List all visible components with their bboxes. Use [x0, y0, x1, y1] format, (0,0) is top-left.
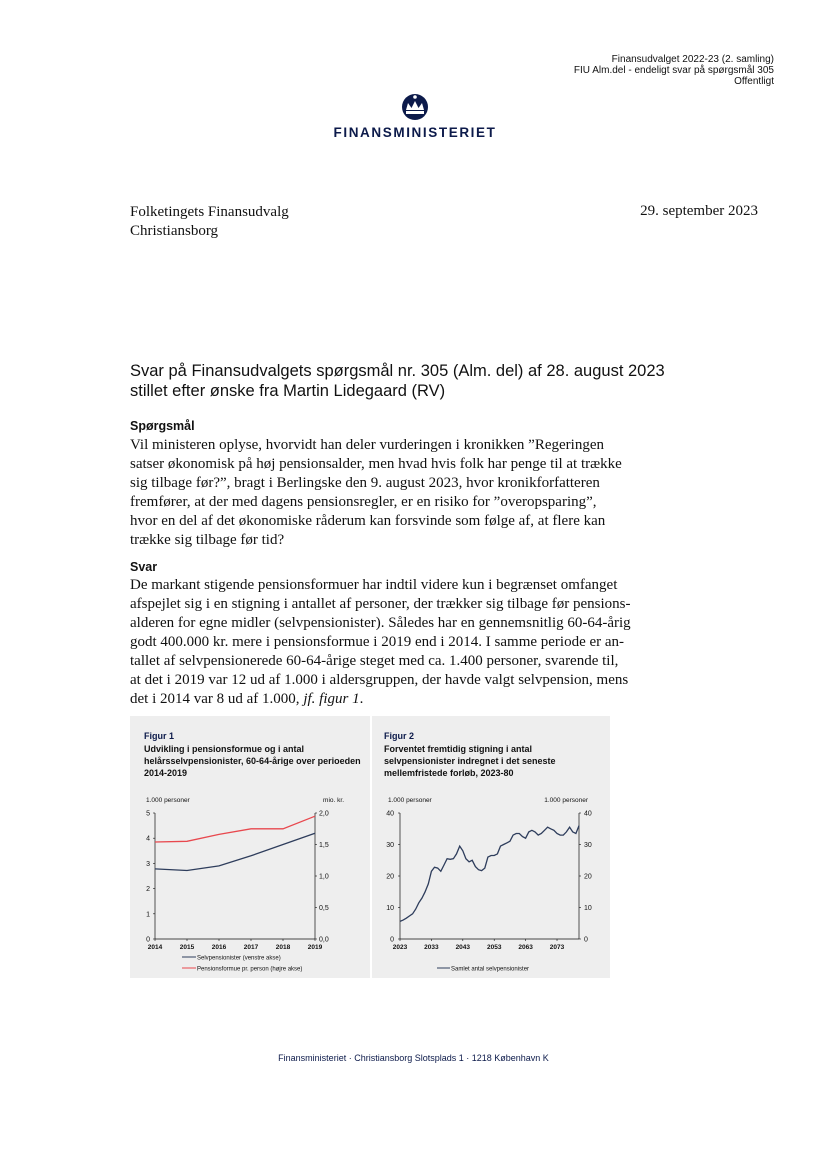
- figure-2-legend-label-1: Samlet antal selvpensionister: [451, 966, 530, 973]
- figure-1-right-unit: mio. kr.: [323, 797, 344, 804]
- question-line: hvor en del af det økonomiske råderum kan forsvinde som følge af, at flere kan: [130, 513, 606, 529]
- figure-1-right-tick-label: 0,5: [319, 905, 329, 912]
- question-line: sig tilbage før?”, bragt i Berlingske den 9. august 2023, hvor kronikforfatteren: [130, 475, 600, 491]
- reference-line-1: Finansudvalget 2022-23 (2. samling): [611, 54, 774, 65]
- crown-icon: [398, 92, 432, 122]
- figure-2-title: Forventet fremtidig stigning i antal selvpensionister indregnet i det seneste mellemfristede forløb, 2023-80: [384, 744, 556, 778]
- figure-1-x-tick-label: 2019: [307, 944, 323, 951]
- recipient-line-1: Folketingets Finansudvalg: [130, 204, 289, 220]
- question-line: trække sig tilbage før tid?: [130, 532, 285, 548]
- figure-1-x-tick-label: 2018: [275, 944, 291, 951]
- figure-1-legend-label-1: Selvpensionister (venstre akse): [197, 955, 281, 962]
- figure-1-x-tick-label: 2016: [211, 944, 227, 951]
- figure-2-right-unit: 1.000 personer: [544, 797, 588, 804]
- answer-last-text: det i 2014 var 8 ud af 1.000,: [130, 691, 300, 707]
- question-line: fremfører, at der med dagens pensionsregler, er en risiko for ”overopsparing”,: [130, 494, 597, 510]
- ministry-logo: [330, 92, 500, 142]
- figure-2-x-tick-label: 2063: [518, 944, 533, 951]
- document-title: Svar på Finansudvalgets spørgsmål nr. 305 (Alm. del) af 28. august 2023 stillet efter ønske fra Martin Lidegaard (RV): [130, 362, 665, 400]
- figure-2-left-tick-label: 10: [386, 905, 394, 912]
- figure-1-label: Figur 1: [144, 731, 175, 741]
- figure-1-series-line-2: [155, 816, 315, 842]
- question-line: satser økonomisk på høj pensionsalder, men hvad hvis folk har penge til at trække: [130, 456, 622, 472]
- figure-2-chart: [372, 790, 610, 978]
- figure-1-series-line-1: [155, 833, 315, 870]
- figure-2-label: Figur 2: [384, 731, 415, 741]
- figure-2-right-tick-label: 0: [584, 936, 588, 944]
- figure-1-left-tick-label: 2: [146, 886, 150, 894]
- figure-2-right-tick-label: 30: [584, 842, 592, 849]
- question-line: Vil ministeren oplyse, hvorvidt han deler vurderingen i kronikken ”Regeringen: [130, 437, 604, 453]
- figure-2-series-line-1: [400, 826, 579, 922]
- figure-1-left-tick-label: 5: [146, 810, 150, 818]
- figure-1-legend-label-2: Pensionsformue pr. person (højre akse): [197, 966, 303, 973]
- ministry-name: FINANSMINISTERIET: [333, 125, 497, 140]
- figure-2-left-tick-label: 30: [386, 842, 394, 849]
- question-heading: Spørgsmål: [130, 419, 195, 433]
- figure-1-right-tick-label: 1,5: [319, 842, 329, 849]
- figure-1-header: [144, 731, 364, 779]
- answer-line: afspejlet sig i en stigning i antallet af personer, der trækker sig tilbage før pensions-: [130, 596, 631, 612]
- reference-line-3: Offentligt: [734, 76, 774, 87]
- question-body: [130, 436, 710, 550]
- figure-2-x-tick-label: 2073: [549, 944, 565, 951]
- figure-1-x-tick-label: 2014: [147, 944, 163, 951]
- answer-line: godt 400.000 kr. mere i pensionsformue i 2019 end i 2014. I samme periode er an-: [130, 634, 625, 650]
- figure-2-right-tick-label: 20: [584, 873, 592, 881]
- page-footer: Finansministeriet · Christiansborg Slotsplads 1 · 1218 København K: [278, 1053, 549, 1063]
- reference-line-2: FIU Alm.del - endeligt svar på spørgsmål 305: [573, 65, 774, 76]
- answer-line: alderen for egne midler (selvpensionister). Således har en gennemsnitlig 60-64-årig: [130, 615, 631, 631]
- figure-1-left-tick-label: 1: [146, 911, 150, 919]
- answer-line-last: [130, 690, 710, 709]
- answer-line: De markant stigende pensionsformuer har indtil videre kun i begrænset omfanget: [130, 577, 618, 593]
- figure-2-x-tick-label: 2033: [424, 944, 439, 951]
- figure-2-right-tick-label: 40: [584, 810, 592, 818]
- answer-body: [130, 576, 710, 709]
- letter-date: 29. september 2023: [640, 203, 758, 219]
- recipient-line-2: Christiansborg: [130, 223, 219, 239]
- figure-1-left-tick-label: 0: [146, 936, 150, 944]
- figure-2-x-tick-label: 2023: [392, 944, 408, 951]
- figure-2-x-tick-label: 2053: [486, 944, 502, 951]
- figure-2-x-tick-label: 2043: [455, 944, 471, 951]
- figure-1-right-tick-label: 2,0: [319, 810, 329, 818]
- figure-1-left-tick-label: 3: [146, 860, 150, 868]
- document-reference: [574, 54, 774, 87]
- figure-1-right-tick-label: 0,0: [319, 936, 329, 944]
- figure-2-left-tick-label: 40: [386, 810, 394, 818]
- figure-2-left-tick-label: 20: [386, 873, 394, 881]
- answer-end: .: [359, 691, 364, 707]
- answer-line: tallet af selvpensionerede 60-64-årige steget med ca. 1.400 personer, svarende til,: [130, 653, 619, 669]
- recipient-block: [130, 203, 289, 241]
- figure-1-right-tick-label: 1,0: [319, 873, 329, 881]
- figure-1-x-tick-label: 2015: [179, 944, 195, 951]
- figure-1-left-tick-label: 4: [146, 835, 150, 843]
- figure-2-right-tick-label: 10: [584, 905, 592, 912]
- figure-2-header: [384, 731, 594, 779]
- figure-1-title: Udvikling i pensionsformue og i antal helårsselvpensionister, 60-64-årige over perioeden 2014-2019: [144, 744, 361, 778]
- figure-2-left-unit: 1.000 personer: [388, 797, 432, 804]
- answer-line: at det i 2019 var 12 ud af 1.000 i aldersgruppen, der havde valgt selvpension, mens: [130, 672, 629, 688]
- figure-2-left-tick-label: 0: [390, 936, 394, 944]
- figure-1-x-tick-label: 2017: [243, 944, 259, 951]
- figure-1-left-unit: 1.000 personer: [146, 797, 190, 804]
- figure-reference-link[interactable]: jf. figur 1: [303, 691, 360, 707]
- answer-heading: Svar: [130, 560, 158, 574]
- figure-1-chart: [130, 790, 370, 978]
